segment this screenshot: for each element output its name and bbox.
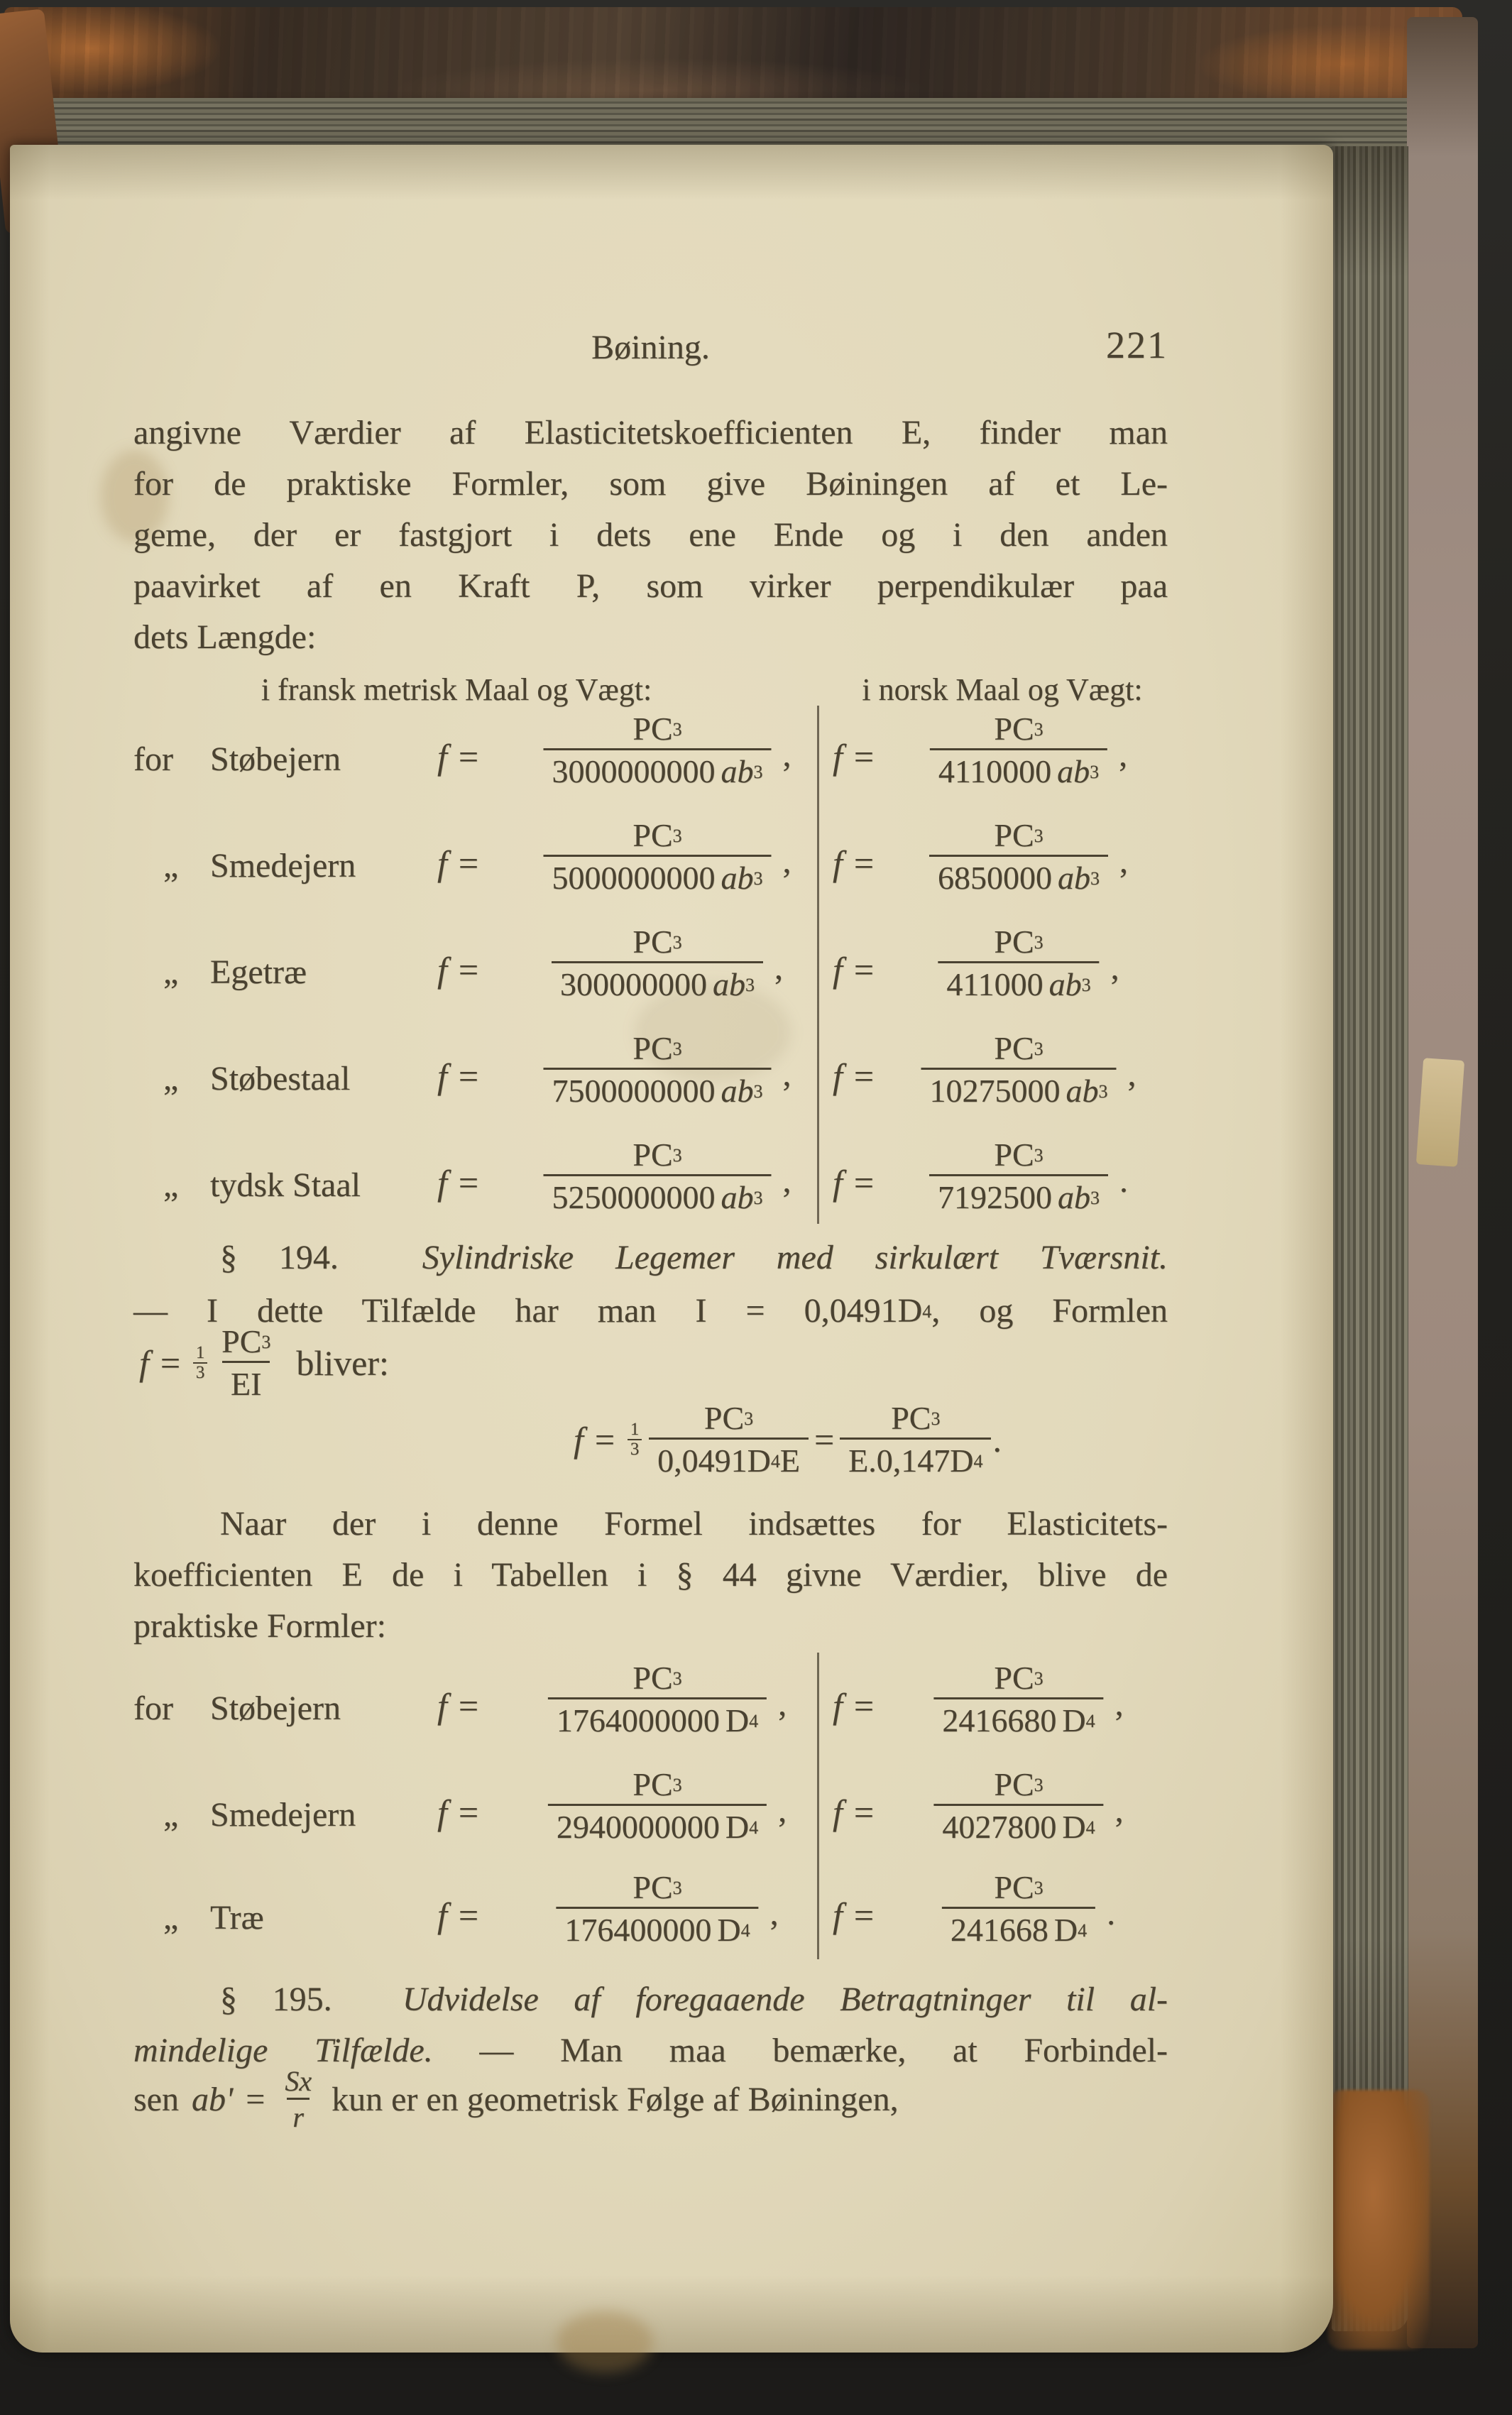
fraction-right: $PC^3$ 4027800 $D^4$ , — [933, 1767, 1103, 1845]
fraction-norsk: $PC^3$ 4110000 $ab^3$ , — [930, 711, 1107, 789]
material-label: tydsk Staal — [210, 1166, 361, 1204]
separator: , — [769, 1895, 779, 1932]
fraction-left: $PC^3$ 176400000 $D^4$ , — [556, 1870, 758, 1948]
text-line: for de praktiske Formler, som give Bøiningen af et Le- — [133, 465, 1168, 503]
f-equals: f = — [437, 1895, 479, 1935]
book-top-binding — [4, 7, 1462, 111]
separator: , — [1110, 949, 1119, 987]
separator: , — [774, 949, 783, 987]
book-fore-edge — [1332, 146, 1408, 2331]
fraction-right: $PC^3$ 2416680 $D^4$ , — [933, 1660, 1103, 1738]
f-equals: f = — [437, 737, 479, 777]
fraction-left: $\frac{PC^3}{0,0491D^4E}$ — [649, 1401, 809, 1479]
fraction-norsk: $PC^3$ 6850000 $ab^3$ , — [929, 818, 1108, 896]
f-equals: f = — [437, 1792, 479, 1832]
fraction-fransk: $PC^3$ 5000000000 $ab^3$ , — [544, 818, 772, 896]
column-header-fransk: i fransk metrisk Maal og Vægt: — [261, 672, 652, 707]
text-line: — I dette Tilfælde har man $I = 0,0491D^4$, og Formlen — [133, 1292, 1168, 1330]
separator: . — [1107, 1895, 1116, 1932]
page-number: 221 — [1106, 324, 1168, 366]
paper-chip — [1416, 1058, 1464, 1167]
fraction-norsk: $PC^3$ 10275000 $ab^3$ , — [921, 1031, 1117, 1109]
row-prefix: „ — [163, 1166, 179, 1204]
fraction-right: $\frac{PC^3}{E.0,147D^4}$ — [840, 1401, 991, 1479]
one-third-fraction: 1 3 — [628, 1423, 642, 1457]
fraction-norsk: $PC^3$ 411000 $ab^3$ , — [938, 924, 1099, 1002]
f-equals: f = — [437, 950, 479, 990]
column-header-norsk: i norsk Maal og Vægt: — [862, 672, 1143, 707]
separator: , — [782, 1162, 791, 1200]
fraction-left: $PC^3$ 2940000000 $D^4$ , — [548, 1767, 767, 1845]
text-line: paavirket af en Kraft P, som virker perpendikulær paa — [133, 567, 1168, 605]
text-line: angivne Værdier af Elasticitetskoefficienten E, finder man — [133, 414, 1168, 451]
f-equals: f = — [833, 843, 875, 883]
separator: , — [782, 843, 791, 880]
f-equals: f = — [833, 1163, 875, 1203]
text-line: mindelige Tilfælde. — Man maa bemærke, at Forbindel- — [133, 2032, 1168, 2069]
fraction-fransk: $PC^3$ 3000000000 $ab^3$ , — [544, 711, 772, 789]
separator: , — [1114, 1792, 1124, 1829]
formula-table-2 — [133, 1653, 1168, 1965]
book-cover-right-edge — [1407, 17, 1478, 2348]
f-equals: f = — [437, 1056, 479, 1096]
material-label: Træ — [210, 1899, 264, 1937]
f-equals: f = — [833, 1686, 875, 1726]
section-heading: § 195. Udvidelse af foregaaende Betragtninger til al- — [220, 1981, 1168, 2018]
separator: , — [1119, 843, 1128, 880]
book-page — [10, 145, 1333, 2353]
f-equals: f = — [833, 1895, 875, 1935]
text-line: geme, der er fastgjort i dets ene Ende og i den anden — [133, 516, 1168, 554]
separator: , — [782, 1056, 791, 1093]
bliver-label: bliver: — [296, 1343, 389, 1383]
inline-formula: f = 1 3 $\frac{PC^3}{EI}$ bliver: — [139, 1323, 389, 1402]
fraction-norsk: $PC^3$ 7192500 $ab^3$ . — [929, 1137, 1108, 1215]
section-heading: § 194. Sylindriske Legemer med sirkulært Tværsnit. — [220, 1239, 1168, 1276]
f-equals: f = — [833, 737, 875, 777]
fraction-right: $PC^3$ 241668 $D^4$ . — [942, 1870, 1095, 1948]
f-equals: f = — [833, 1056, 875, 1096]
f-equals: f = — [833, 950, 875, 990]
material-label: Støbejern — [210, 1690, 341, 1727]
column-divider — [817, 1653, 819, 1959]
f-equals: f = — [437, 1163, 479, 1203]
row-prefix: for — [133, 740, 173, 778]
f-equals: f = — [833, 1792, 875, 1832]
separator: . — [1119, 1162, 1128, 1200]
page-header — [133, 322, 1168, 379]
fraction-fransk: $PC^3$ 5250000000 $ab^3$ , — [544, 1137, 772, 1215]
separator: , — [1114, 1685, 1124, 1723]
material-label: Smedejern — [210, 1796, 356, 1834]
fraction-fransk: $PC^3$ 300000000 $ab^3$ , — [552, 924, 763, 1002]
f-equals: f = — [437, 843, 479, 883]
column-divider — [817, 706, 819, 1224]
page-text-column — [133, 145, 1168, 2353]
text-line: praktiske Formler: — [133, 1607, 386, 1645]
formula-table-1 — [133, 701, 1168, 1230]
row-prefix: „ — [163, 1899, 179, 1937]
page-stack-top-edge — [20, 98, 1410, 149]
separator: , — [782, 736, 791, 774]
separator: , — [778, 1685, 787, 1723]
table1-header — [133, 664, 1168, 707]
text-line-with-fraction: sen ab' = $\frac{Sx}{r}$ kun er en geometrisk Følge af Bøiningen, — [133, 2065, 899, 2133]
fraction-pc3-ei: $\frac{PC^3}{EI}$ — [221, 1323, 271, 1402]
running-title: Bøining. — [591, 329, 710, 366]
material-label: Smedejern — [210, 847, 356, 885]
binding-corner-bottom-right — [1327, 2090, 1430, 2350]
text-line: Naar der i denne Formel indsættes for Elasticitets- — [220, 1505, 1168, 1543]
fraction-left: $PC^3$ 1764000000 $D^4$ , — [548, 1660, 767, 1738]
leather-grain — [4, 7, 1462, 111]
row-prefix: for — [133, 1690, 173, 1727]
material-label: Støbestaal — [210, 1060, 351, 1097]
display-equation: f = 1 3 $\frac{PC^3}{0,0491D^4E}$ = $\frac{PC^3}{E.0,147D^4}$ . — [574, 1400, 1002, 1479]
sentence-period: . — [992, 1420, 1002, 1460]
text-line: koefficienten E de i Tabellen i § 44 givne Værdier, blive de — [133, 1556, 1168, 1594]
separator: , — [1119, 736, 1128, 774]
row-prefix: „ — [163, 847, 179, 885]
f-equals: f = — [437, 1686, 479, 1726]
fore-edge-shading — [1332, 146, 1408, 2331]
row-prefix: „ — [163, 953, 179, 991]
one-third-fraction: 1 3 — [193, 1346, 207, 1380]
material-label: Støbejern — [210, 740, 341, 778]
row-prefix: „ — [163, 1060, 179, 1097]
separator: , — [1127, 1056, 1136, 1093]
text-line: dets Længde: — [133, 618, 317, 656]
fraction-fransk: $PC^3$ 7500000000 $ab^3$ , — [544, 1031, 772, 1109]
material-label: Egetræ — [210, 953, 307, 991]
fraction-sx-r: $\frac{Sx}{r}$ — [285, 2065, 312, 2133]
row-prefix: „ — [163, 1796, 179, 1834]
separator: , — [778, 1792, 787, 1829]
